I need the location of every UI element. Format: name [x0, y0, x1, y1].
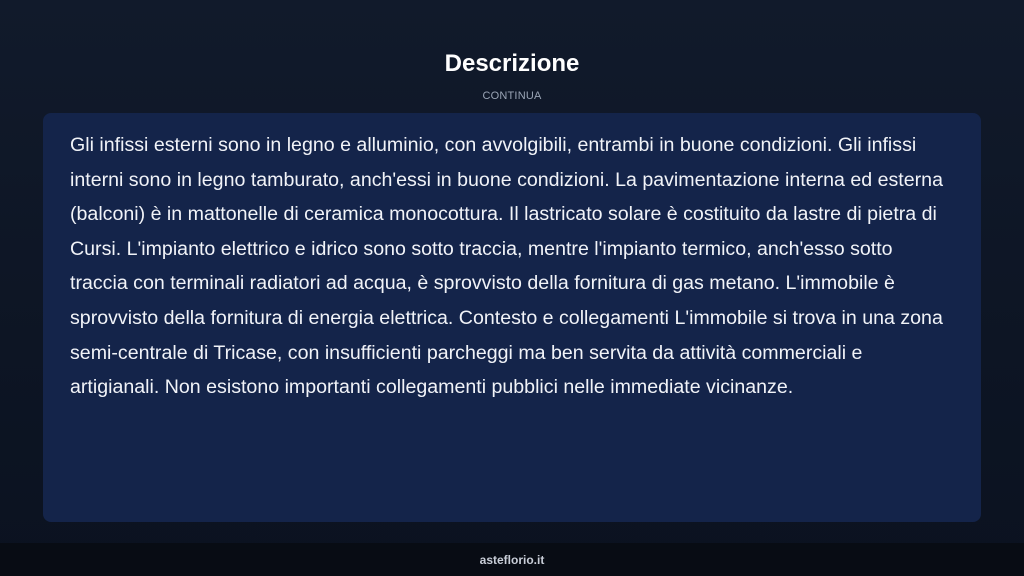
- description-panel: [43, 113, 981, 522]
- description-text: Gli infissi esterni sono in legno e alluminio, con avvolgibili, entrambi in buone condizioni. Gli infissi interni sono in legno tamburato, anch'essi in buone condizioni. La pavimentazione interna ed esterna (balconi) è in mattonelle di ceramica monocottura. Il lastricato solare è costituito da lastre di pietra di Cursi. L'impianto elettrico e idrico sono sotto traccia, mentre l'impianto termico, anch'esso sotto traccia con terminali radiatori ad acqua, è sprovvisto della fornitura di gas metano. L'immobile è sprovvisto della fornitura di energia elettrica. Contesto e collegamenti L'immobile si trova in una zona semi-centrale di Tricase, con insufficienti parcheggi ma ben servita da attività commerciali e artigianali. Non esistono importanti collegamenti pubblici nelle immediate vicinanze.: [70, 134, 943, 399]
- page-title: Descrizione: [444, 50, 580, 77]
- footer-bar: [0, 543, 1024, 576]
- page-subtitle: CONTINUA: [482, 90, 542, 102]
- footer-site-name: asteflorio.it: [479, 553, 545, 567]
